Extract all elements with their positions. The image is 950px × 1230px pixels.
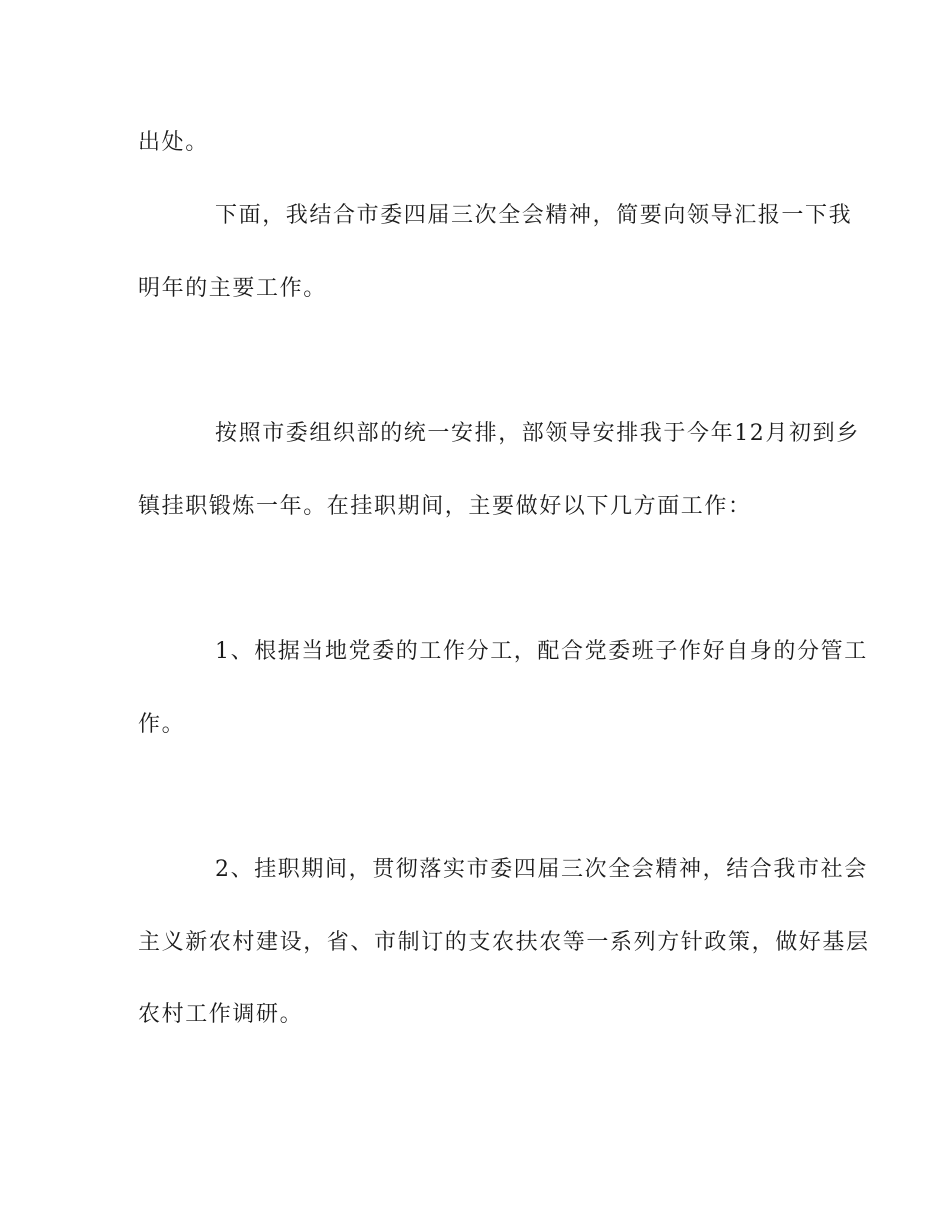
text-line-10: 农村工作调研。	[138, 1002, 304, 1027]
text-line-7: 作。	[138, 712, 186, 737]
text-line-5: 镇挂职锻炼一年。在挂职期间，主要做好以下几方面工作：	[138, 494, 752, 519]
text-line-4: 按照市委组织部的统一安排，部领导安排我于今年12月初到乡	[215, 421, 860, 446]
text-line-1: 出处。	[138, 130, 209, 155]
text-line-9: 主义新农村建设，省、市制订的支农扶农等一系列方针政策，做好基层	[138, 930, 870, 955]
text-line-2: 下面，我结合市委四届三次全会精神，简要向领导汇报一下我	[215, 203, 853, 228]
text-line-8: 2、挂职期间，贯彻落实市委四届三次全会精神，结合我市社会	[215, 857, 868, 882]
text-line-3: 明年的主要工作。	[138, 276, 327, 301]
text-line-6: 1、根据当地党委的工作分工，配合党委班子作好自身的分管工	[215, 639, 868, 664]
